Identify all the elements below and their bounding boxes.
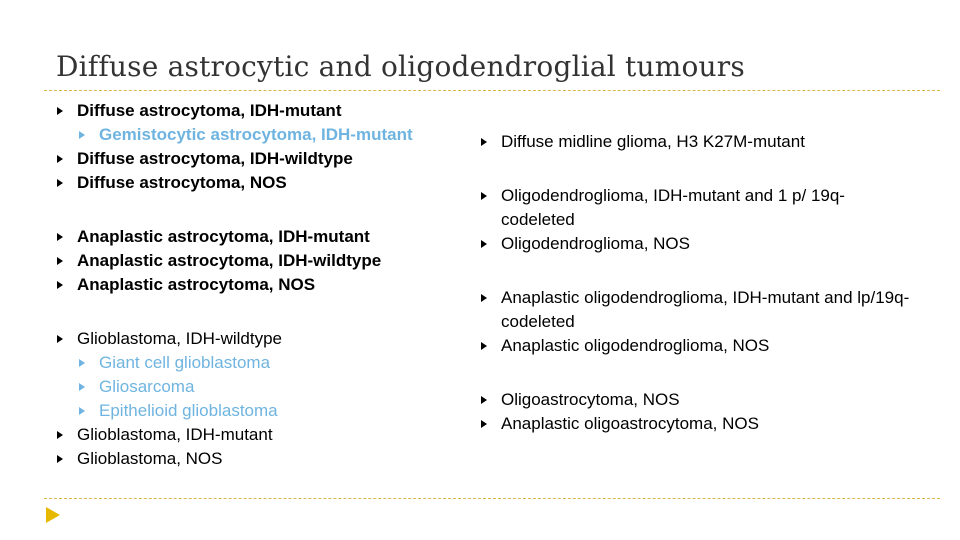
- list-item: [476, 130, 906, 154]
- bullet-arrow-icon: [57, 179, 63, 187]
- bullet-arrow-icon: [481, 342, 487, 350]
- spacer: [476, 256, 906, 286]
- play-triangle-icon: [46, 507, 60, 523]
- list-item: [476, 334, 906, 358]
- list-subitem-label: Giant cell glioblastoma: [99, 353, 271, 372]
- list-item: [52, 249, 482, 273]
- bullet-arrow-icon: [57, 155, 63, 163]
- bullet-arrow-icon: [79, 131, 85, 139]
- bullet-arrow-icon: [481, 420, 487, 428]
- bullet-arrow-icon: [481, 396, 487, 404]
- list-item-label: Anaplastic oligodendroglioma, IDH-mutant and lp/19q-codeleted: [501, 288, 910, 331]
- list-item: [52, 225, 482, 249]
- left-column: [52, 99, 482, 471]
- list-item-label: Anaplastic astrocytoma, NOS: [77, 275, 316, 294]
- list-item: [476, 286, 921, 334]
- list-item: [476, 388, 906, 412]
- list-subitem-label: Epithelioid glioblastoma: [99, 401, 278, 420]
- list-item-label: Oligoastrocytoma, NOS: [501, 390, 680, 409]
- bullet-arrow-icon: [79, 407, 85, 415]
- bullet-arrow-icon: [57, 233, 63, 241]
- list-item: [476, 412, 906, 436]
- spacer: [476, 154, 906, 184]
- list-item: [52, 147, 482, 171]
- bullet-arrow-icon: [481, 240, 487, 248]
- list-item-label: Oligodendroglioma, NOS: [501, 234, 690, 253]
- list-item-label: Diffuse astrocytoma, IDH-wildtype: [77, 149, 353, 168]
- list-item-label: Anaplastic astrocytoma, IDH-wildtype: [77, 251, 382, 270]
- bullet-arrow-icon: [481, 192, 487, 200]
- list-subitem: [52, 351, 482, 375]
- bullet-arrow-icon: [481, 138, 487, 146]
- list-subitem: [52, 123, 482, 147]
- list-item-label: Anaplastic astrocytoma, IDH-mutant: [77, 227, 370, 246]
- bullet-arrow-icon: [57, 257, 63, 265]
- list-subitem: [52, 399, 482, 423]
- list-subitem-label: Gemistocytic astrocytoma, IDH-mutant: [99, 125, 413, 144]
- list-item: [52, 99, 482, 123]
- bullet-arrow-icon: [57, 431, 63, 439]
- title-divider: [44, 90, 940, 91]
- slide-title: Diffuse astrocytic and oligodendroglial tumours: [56, 50, 745, 83]
- list-item-label: Anaplastic oligoastrocytoma, NOS: [501, 414, 759, 433]
- list-item-label: Glioblastoma, IDH-wildtype: [77, 329, 283, 348]
- bullet-arrow-icon: [57, 335, 63, 343]
- list-item-label: Glioblastoma, NOS: [77, 449, 223, 468]
- spacer: [476, 358, 906, 388]
- list-subitem-label: Gliosarcoma: [99, 377, 195, 396]
- list-subitem: [52, 375, 482, 399]
- list-item-label: Diffuse astrocytoma, NOS: [77, 173, 287, 192]
- bullet-arrow-icon: [79, 383, 85, 391]
- list-item-label: Oligodendroglioma, IDH-mutant and 1 p/ 19q-codeleted: [501, 186, 845, 229]
- bullet-arrow-icon: [57, 281, 63, 289]
- bullet-arrow-icon: [57, 455, 63, 463]
- list-item: [52, 273, 482, 297]
- bullet-arrow-icon: [79, 359, 85, 367]
- spacer: [52, 297, 482, 327]
- right-column: [476, 130, 910, 436]
- list-item-label: Diffuse astrocytoma, IDH-mutant: [77, 101, 342, 120]
- list-item: [52, 447, 482, 471]
- spacer: [52, 195, 482, 225]
- list-item-label: Diffuse midline glioma, H3 K27M-mutant: [501, 132, 805, 151]
- footer-divider: [44, 498, 940, 499]
- list-item: [476, 184, 901, 232]
- bullet-arrow-icon: [57, 107, 63, 115]
- list-item-label: Anaplastic oligodendroglioma, NOS: [501, 336, 770, 355]
- list-item-label: Glioblastoma, IDH-mutant: [77, 425, 273, 444]
- bullet-arrow-icon: [481, 294, 487, 302]
- list-item: [52, 423, 482, 447]
- list-item: [52, 171, 482, 195]
- list-item: [52, 327, 482, 351]
- list-item: [476, 232, 906, 256]
